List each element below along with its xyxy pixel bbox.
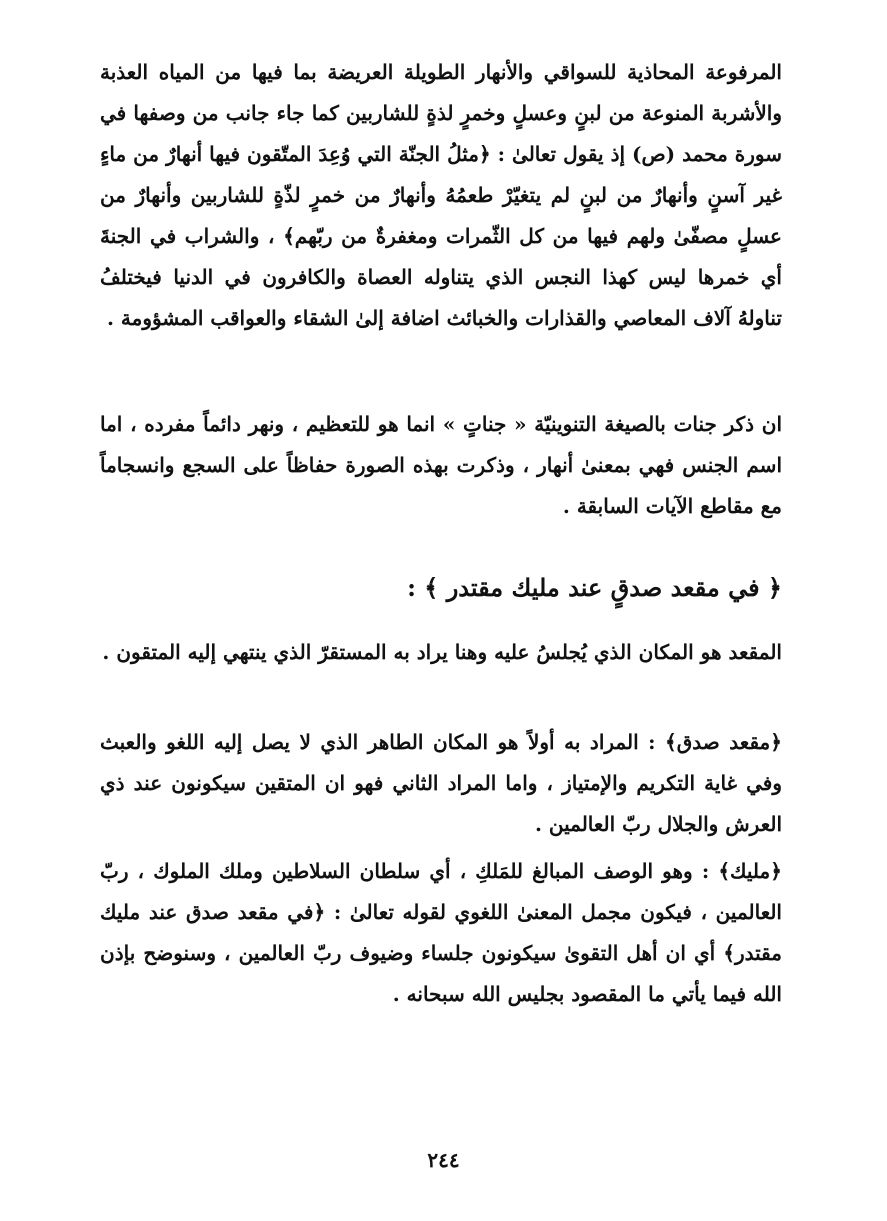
paragraph-3: المقعد هو المكان الذي يُجلسُ عليه وهنا يراد به المستقرّ الذي ينتهي إليه المتقون .	[102, 640, 782, 664]
paragraph-4: ﴿مقعد صدق﴾ : المراد به أولاً هو المكان الطاهر الذي لا يصل إليه اللغو والعبث وفي غاية التكريم والإمتياز ، واما المراد الثاني فهو ان المتقين سيكونون عند ذي العرش والجلال ربّ العالمين .	[100, 730, 782, 836]
page-number: ٢٤٤	[427, 1148, 460, 1172]
paragraph-2: ان ذكر جنات بالصيغة التنوينيّة « جناتٍ » انما هو للتعظيم ، ونهر دائماً مفرده ، اما اسم الجنس فهي بمعنىٰ أنهار ، وذكرت بهذه الصورة حفاظاً على السجع وانسجاماً مع مقاطع الآيات السابقة .	[100, 412, 782, 518]
paragraph-5: ﴿مليك﴾ : وهو الوصف المبالغ للمَلكِ ، أي سلطان السلاطين وملك الملوك ، ربّ العالمين ، فيكون مجمل المعنىٰ اللغوي لقوله تعالىٰ : ﴿في مقعد صدق عند مليك مقتدر﴾ أي ان أهل التقوىٰ سيكونون جلساء وضيوف ربّ العالمين ، وسنوضح بإذن الله فيما يأتي ما المقصود بجليس الله سبحانه .	[100, 859, 782, 1006]
section-heading: ﴿ في مقعد صدقٍ عند مليك مقتدر ﴾ :	[407, 573, 782, 602]
paragraph-1: المرفوعة المحاذية للسواقي والأنهار الطويلة العريضة بما فيها من المياه العذبة والأشربة المنوعة من لبنٍ وعسلٍ وخمرٍ لذةٍ للشاربين كما جاء جانب من وصفها في سورة محمد (ص) إذ يقول تعالىٰ : ﴿مثلُ الجنّة التي وُعِدَ المتّقون فيها أنهارٌ من ماءٍ غير آسنٍ وأنهارٌ من لبنٍ لم يتغيّرْ طعمُهُ وأنهارٌ من خمرٍ لذّةٍ للشاربين وأنهارٌ من عسلٍ مصفّىٰ ولهم فيها من كل الثّمرات ومغفرةٌ من ربّهم﴾ ، والشراب في الجنةَ أي خمرها ليس كهذا النجس الذي يتناوله العصاة والكافرون في الدنيا فيختلفُ تناولهُ آلاف المعاصي والقذارات والخبائث اضافة إلىٰ الشقاء والعواقب المشؤومة .	[100, 60, 782, 330]
